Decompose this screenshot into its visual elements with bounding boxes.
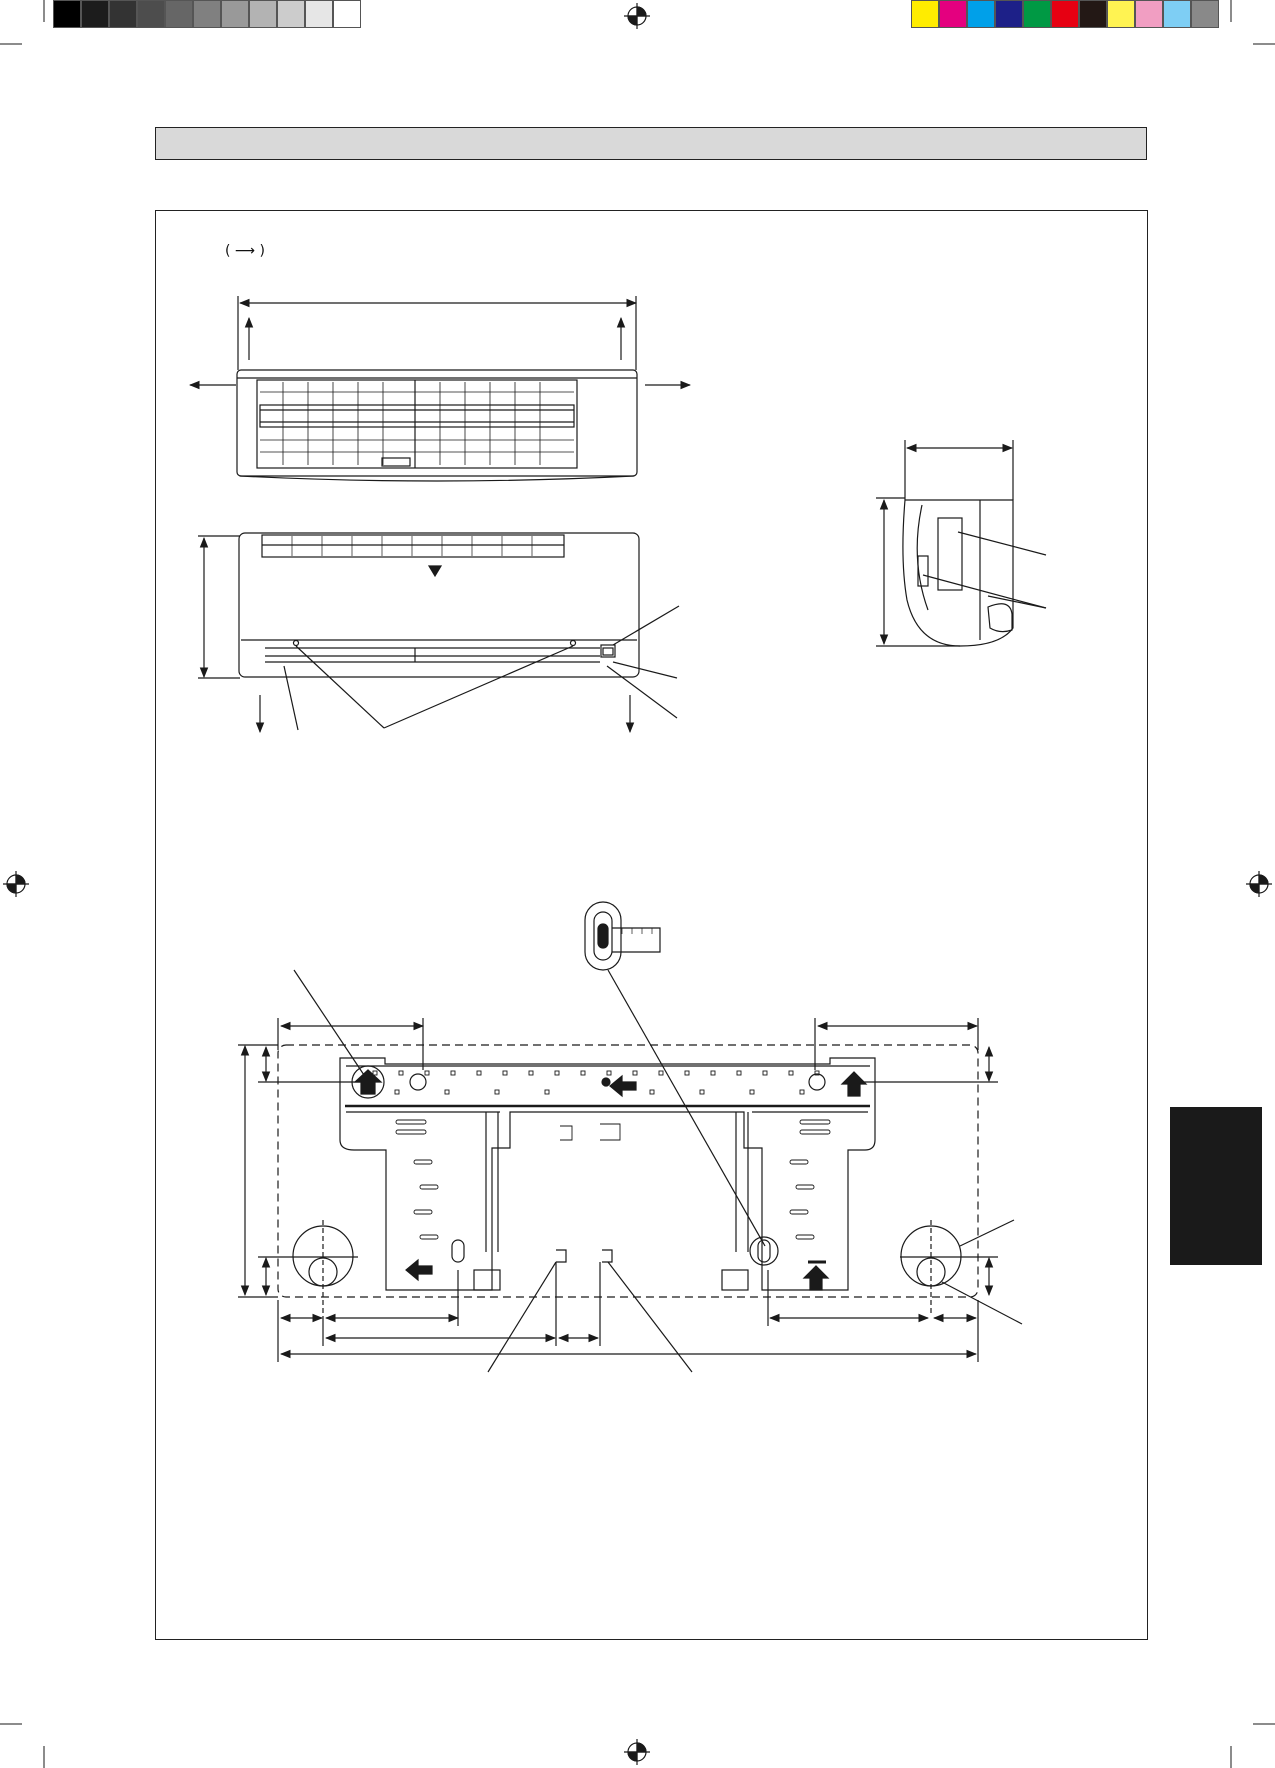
- indoor-unit-front-view: [198, 533, 679, 732]
- legend-open-paren: (: [225, 243, 231, 259]
- indoor-unit-side-view: [876, 440, 1046, 646]
- spirit-level-icon: [585, 902, 765, 1246]
- installation-plate: [238, 902, 1022, 1372]
- arrow-icon: ⟶: [234, 243, 255, 259]
- crosshair-target-icon: [3, 3, 1272, 1765]
- indoor-unit-top-view: [190, 296, 690, 481]
- legend-close-paren: ): [259, 243, 265, 259]
